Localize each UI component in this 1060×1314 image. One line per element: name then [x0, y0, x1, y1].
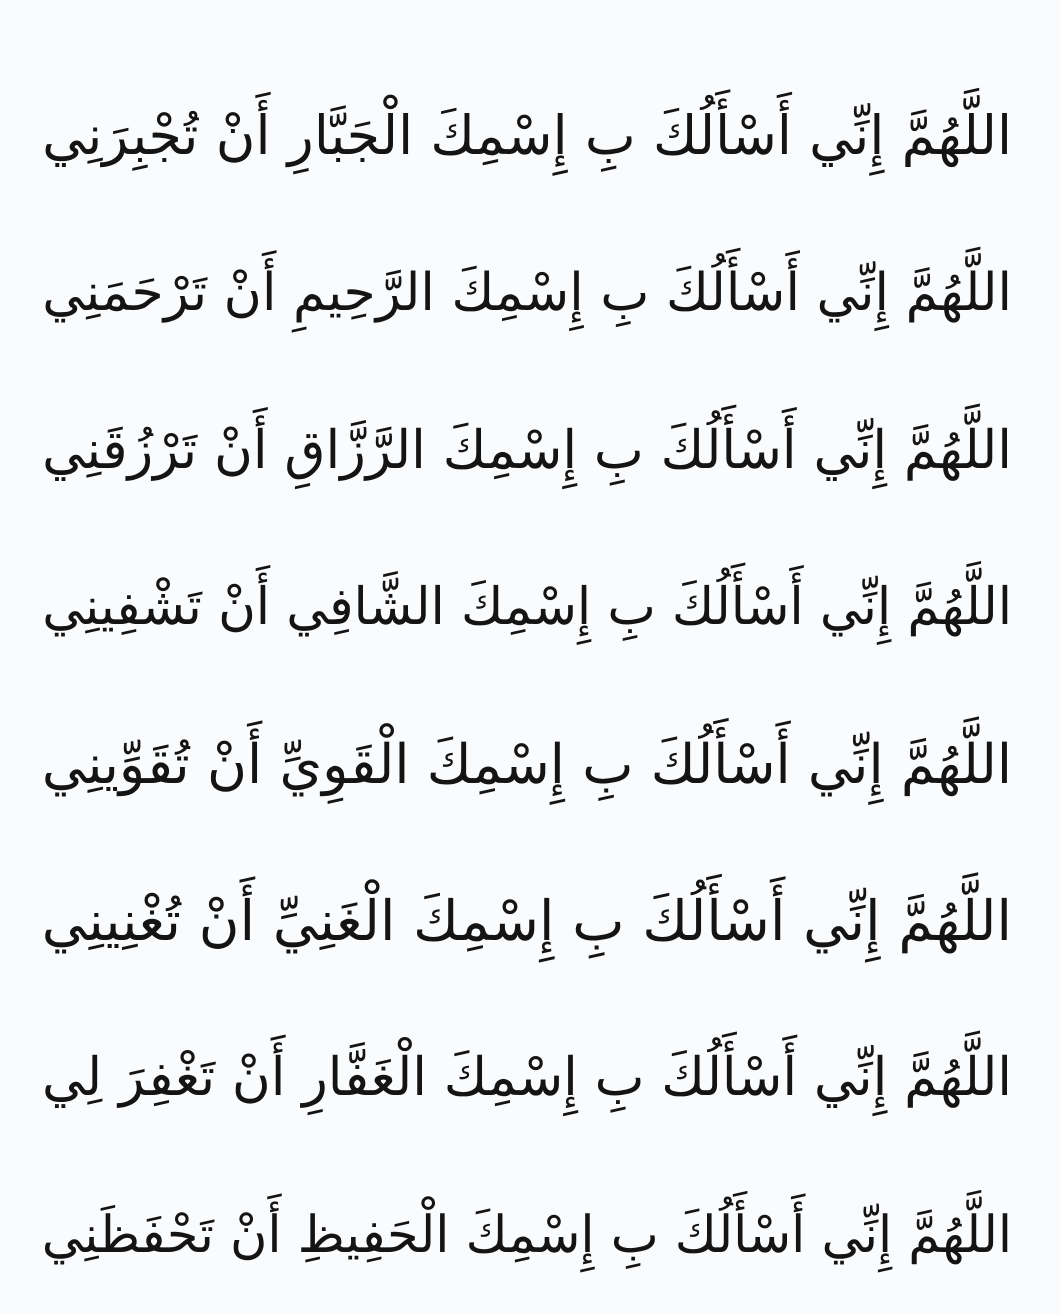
- dua-line-ghaffar: [22, 1000, 1012, 1157]
- dua-line-ghaniyy: [22, 843, 1012, 1000]
- dua-line-rahim: [22, 215, 1012, 372]
- dua-text: اللَّهُمَّ إِنِّي أَسْأَلُكَ بِ إِسْمِكَ الشَّافِي أَنْ تَشْفِينِي: [42, 576, 1012, 637]
- dua-text: اللَّهُمَّ إِنِّي أَسْأَلُكَ بِ إِسْمِكَ الرَّحِيمِ أَنْ تَرْحَمَنِي: [42, 263, 1012, 324]
- dua-text: اللَّهُمَّ إِنِّي أَسْأَلُكَ بِ إِسْمِكَ الْقَوِيِّ أَنْ تُقَوِّينِي: [41, 732, 1012, 797]
- dua-text: اللَّهُمَّ إِنِّي أَسْأَلُكَ بِ إِسْمِكَ الْغَنِيِّ أَنْ تُغْنِينِي: [41, 888, 1012, 954]
- dua-line-shafi: [22, 529, 1012, 686]
- dua-list: [22, 58, 1012, 1314]
- dua-text: اللَّهُمَّ إِنِّي أَسْأَلُكَ بِ إِسْمِكَ الْغَفَّارِ أَنْ تَغْفِرَ لِي: [41, 1047, 1012, 1109]
- dua-line-qawiyy: [22, 686, 1012, 843]
- dua-line-jabbar: [22, 58, 1012, 215]
- dua-text: اللَّهُمَّ إِنِّي أَسْأَلُكَ بِ إِسْمِكَ الْحَفِيظِ أَنْ تَحْفَظَنِي: [41, 1205, 1012, 1265]
- dua-line-hafiz: [22, 1157, 1012, 1314]
- dua-text: اللَّهُمَّ إِنِّي أَسْأَلُكَ بِ إِسْمِكَ الْجَبَّارِ أَنْ تُجْبِرَنِي: [42, 104, 1012, 168]
- dua-line-razzaq: [22, 372, 1012, 529]
- dua-text: اللَّهُمَّ إِنِّي أَسْأَلُكَ بِ إِسْمِكَ الرَّزَّاقِ أَنْ تَرْزُقَنِي: [42, 420, 1012, 481]
